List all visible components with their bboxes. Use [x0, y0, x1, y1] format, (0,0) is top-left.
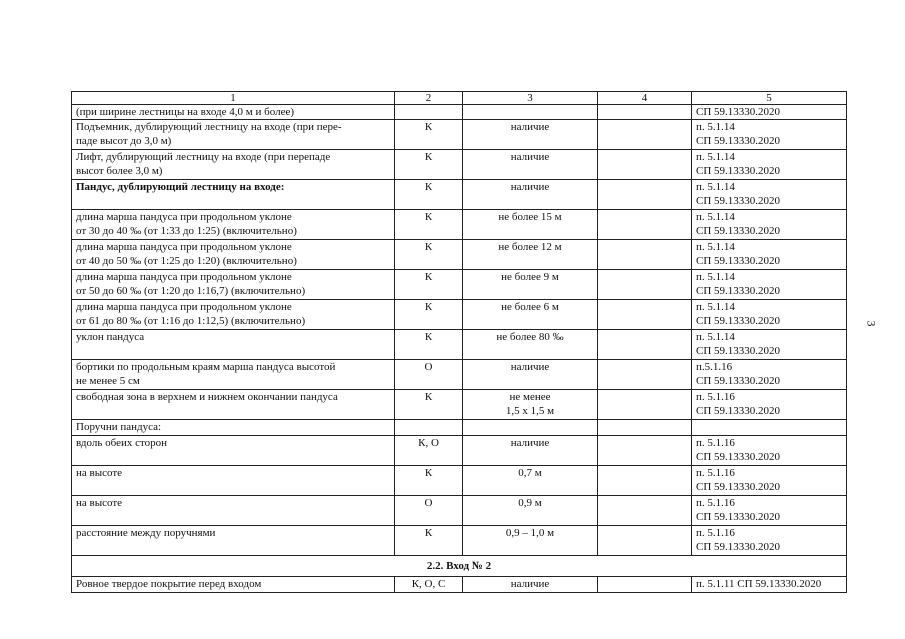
norm-value-cell: наличие	[463, 577, 598, 593]
reference-cell	[692, 526, 847, 556]
reference-cell	[692, 240, 847, 270]
requirement-cell	[72, 210, 395, 240]
reference-cell	[692, 420, 847, 436]
reference-text-line: СП 59.13330.2020	[696, 195, 781, 207]
requirement-text-line: (при ширине лестницы на входе 4,0 м и более)	[76, 106, 295, 118]
requirement-text-line: паде высот до 3,0 м)	[76, 135, 172, 147]
category-cell: К	[395, 300, 463, 330]
reference-text-line: СП 59.13330.2020	[696, 165, 781, 177]
requirement-cell	[72, 150, 395, 180]
section-title: 2.2. Вход № 2	[72, 556, 847, 577]
requirement-text-line: Подъемник, дублирующий лестницу на входе (при пере-	[76, 121, 342, 133]
reference-text-line: п. 5.1.16	[696, 437, 735, 449]
requirement-cell	[72, 180, 395, 210]
table-row	[72, 270, 847, 300]
reference-text-line: СП 59.13330.2020	[696, 541, 781, 553]
category-cell: К	[395, 120, 463, 150]
norm-value-cell: наличие	[463, 360, 598, 390]
table-row	[72, 466, 847, 496]
reference-text-line: п. 5.1.14	[696, 331, 735, 343]
requirement-cell	[72, 420, 395, 436]
requirement-text-line: длина марша пандуса при продольном уклоне	[76, 241, 292, 253]
reference-cell	[692, 360, 847, 390]
reference-cell	[692, 120, 847, 150]
reference-cell	[692, 300, 847, 330]
table-row	[72, 496, 847, 526]
norm-value-cell	[463, 420, 598, 436]
requirement-text-line: бортики по продольным краям марша пандуса высотой	[76, 361, 336, 373]
reference-text-line: п. 5.1.14	[696, 271, 735, 283]
norm-value-cell: не более 15 м	[463, 210, 598, 240]
norm-value-cell: наличие	[463, 436, 598, 466]
table-row	[72, 240, 847, 270]
reference-text-line: СП 59.13330.2020	[696, 225, 781, 237]
reference-text-line: СП 59.13330.2020	[696, 255, 781, 267]
category-cell: К	[395, 210, 463, 240]
reference-cell	[692, 436, 847, 466]
header-col-4: 4	[598, 92, 692, 105]
norm-value-cell: 0,9 м	[463, 496, 598, 526]
reference-text-line: п. 5.1.16	[696, 391, 735, 403]
requirement-cell	[72, 360, 395, 390]
requirement-cell: Ровное твердое покрытие перед входом	[72, 577, 395, 593]
actual-value-cell	[598, 390, 692, 420]
category-cell: О	[395, 360, 463, 390]
reference-text-line: СП 59.13330.2020	[696, 511, 781, 523]
norm-value-cell: 0,7 м	[463, 466, 598, 496]
reference-text-line: п. 5.1.14	[696, 211, 735, 223]
table-row	[72, 436, 847, 466]
actual-value-cell	[598, 360, 692, 390]
requirement-text-line: длина марша пандуса при продольном уклоне	[76, 301, 292, 313]
reference-cell	[692, 105, 847, 120]
category-cell: К, О	[395, 436, 463, 466]
table-row	[72, 360, 847, 390]
reference-cell: п. 5.1.11 СП 59.13330.2020	[692, 577, 847, 593]
reference-text-line: СП 59.13330.2020	[696, 135, 781, 147]
actual-value-cell	[598, 180, 692, 210]
actual-value-cell	[598, 105, 692, 120]
reference-cell	[692, 496, 847, 526]
table-row	[72, 526, 847, 556]
table-row	[72, 150, 847, 180]
norm-value-cell: не более 9 м	[463, 270, 598, 300]
requirement-cell	[72, 330, 395, 360]
section-row	[72, 556, 847, 577]
actual-value-cell	[598, 210, 692, 240]
table-row	[72, 120, 847, 150]
reference-text-line: СП 59.13330.2020	[696, 405, 781, 417]
actual-value-cell	[598, 300, 692, 330]
norm-value-cell: не более 12 м	[463, 240, 598, 270]
actual-value-cell	[598, 466, 692, 496]
header-col-2: 2	[395, 92, 463, 105]
reference-cell	[692, 180, 847, 210]
actual-value-cell	[598, 120, 692, 150]
reference-cell	[692, 150, 847, 180]
norm-value-cell: не менее 1,5 х 1,5 м	[463, 390, 598, 420]
requirement-cell	[72, 300, 395, 330]
reference-cell	[692, 390, 847, 420]
norm-value-cell: 0,9 – 1,0 м	[463, 526, 598, 556]
category-cell: К	[395, 240, 463, 270]
category-cell	[395, 420, 463, 436]
requirement-cell	[72, 270, 395, 300]
category-cell: К	[395, 180, 463, 210]
reference-text-line: СП 59.13330.2020	[696, 451, 781, 463]
requirement-text-line: не менее 5 см	[76, 375, 140, 387]
requirement-cell	[72, 526, 395, 556]
requirement-cell	[72, 120, 395, 150]
table-row	[72, 420, 847, 436]
reference-cell	[692, 330, 847, 360]
requirement-text-line: на высоте	[76, 497, 123, 509]
reference-text-line: п. 5.1.14	[696, 121, 735, 133]
table-row	[72, 330, 847, 360]
reference-text-line: п. 5.1.14	[696, 241, 735, 253]
requirement-text-line: расстояние между поручнями	[76, 527, 216, 539]
header-col-1: 1	[72, 92, 395, 105]
reference-text-line: СП 59.13330.2020	[696, 285, 781, 297]
category-cell: К	[395, 270, 463, 300]
table-row	[72, 577, 847, 593]
actual-value-cell	[598, 330, 692, 360]
requirement-text-line: Пандус, дублирующий лестницу на входе:	[76, 181, 285, 193]
header-col-3: 3	[463, 92, 598, 105]
category-cell: К	[395, 526, 463, 556]
table-row	[72, 300, 847, 330]
norm-value-cell	[463, 105, 598, 120]
requirement-cell	[72, 466, 395, 496]
actual-value-cell	[598, 420, 692, 436]
norm-value-cell: наличие	[463, 180, 598, 210]
reference-cell	[692, 466, 847, 496]
reference-cell	[692, 210, 847, 240]
actual-value-cell	[598, 526, 692, 556]
actual-value-cell	[598, 577, 692, 593]
requirement-cell	[72, 496, 395, 526]
norm-value-cell: не более 80 ‰	[463, 330, 598, 360]
reference-text-line: п. 5.1.16	[696, 527, 735, 539]
table-header-row	[72, 92, 847, 105]
norm-value-cell: наличие	[463, 150, 598, 180]
table-row	[72, 390, 847, 420]
requirement-cell	[72, 105, 395, 120]
category-cell: К	[395, 390, 463, 420]
requirement-text-line: на высоте	[76, 467, 123, 479]
requirement-cell	[72, 240, 395, 270]
category-cell: К	[395, 466, 463, 496]
reference-text-line: СП 59.13330.2020	[696, 106, 781, 118]
requirement-text-line: от 50 до 60 ‰ (от 1:20 до 1:16,7) (включительно)	[76, 285, 306, 297]
category-cell: О	[395, 496, 463, 526]
reference-text-line: п. 5.1.14	[696, 151, 735, 163]
requirement-cell	[72, 436, 395, 466]
norm-value-cell: не более 6 м	[463, 300, 598, 330]
actual-value-cell	[598, 436, 692, 466]
table-row	[72, 210, 847, 240]
requirement-text-line: высот более 3,0 м)	[76, 165, 163, 177]
category-cell	[395, 105, 463, 120]
requirement-text-line: Лифт, дублирующий лестницу на входе (при перепаде	[76, 151, 331, 163]
actual-value-cell	[598, 150, 692, 180]
category-cell: К, О, С	[395, 577, 463, 593]
requirement-text-line: вдоль обеих сторон	[76, 437, 168, 449]
requirement-text-line: от 30 до 40 ‰ (от 1:33 до 1:25) (включительно)	[76, 225, 297, 237]
requirement-text-line: длина марша пандуса при продольном уклоне	[76, 271, 292, 283]
reference-text-line: п.5.1.16	[696, 361, 733, 373]
category-cell: К	[395, 150, 463, 180]
reference-text-line: п. 5.1.16	[696, 467, 735, 479]
reference-text-line: СП 59.13330.2020	[696, 345, 781, 357]
reference-text-line: п. 5.1.14	[696, 181, 735, 193]
requirement-text-line: уклон пандуса	[76, 331, 145, 343]
reference-text-line: п. 5.1.14	[696, 301, 735, 313]
page-number: 3	[864, 320, 879, 327]
actual-value-cell	[598, 240, 692, 270]
header-col-5: 5	[692, 92, 847, 105]
category-cell: К	[395, 330, 463, 360]
actual-value-cell	[598, 270, 692, 300]
reference-text-line: СП 59.13330.2020	[696, 315, 781, 327]
requirements-table	[71, 91, 847, 593]
requirement-text-line: от 40 до 50 ‰ (от 1:25 до 1:20) (включительно)	[76, 255, 297, 267]
table-row	[72, 105, 847, 120]
norm-value-cell: наличие	[463, 120, 598, 150]
requirement-text-line: свободная зона в верхнем и нижнем окончании пандуса	[76, 391, 338, 403]
requirement-cell	[72, 390, 395, 420]
requirement-text-line: от 61 до 80 ‰ (от 1:16 до 1:12,5) (включительно)	[76, 315, 306, 327]
table-row	[72, 180, 847, 210]
reference-text-line: СП 59.13330.2020	[696, 481, 781, 493]
reference-text-line: п. 5.1.16	[696, 497, 735, 509]
reference-cell	[692, 270, 847, 300]
requirement-text-line: длина марша пандуса при продольном уклоне	[76, 211, 292, 223]
requirement-text-line: Поручни пандуса:	[76, 421, 162, 433]
reference-text-line: СП 59.13330.2020	[696, 375, 781, 387]
actual-value-cell	[598, 496, 692, 526]
